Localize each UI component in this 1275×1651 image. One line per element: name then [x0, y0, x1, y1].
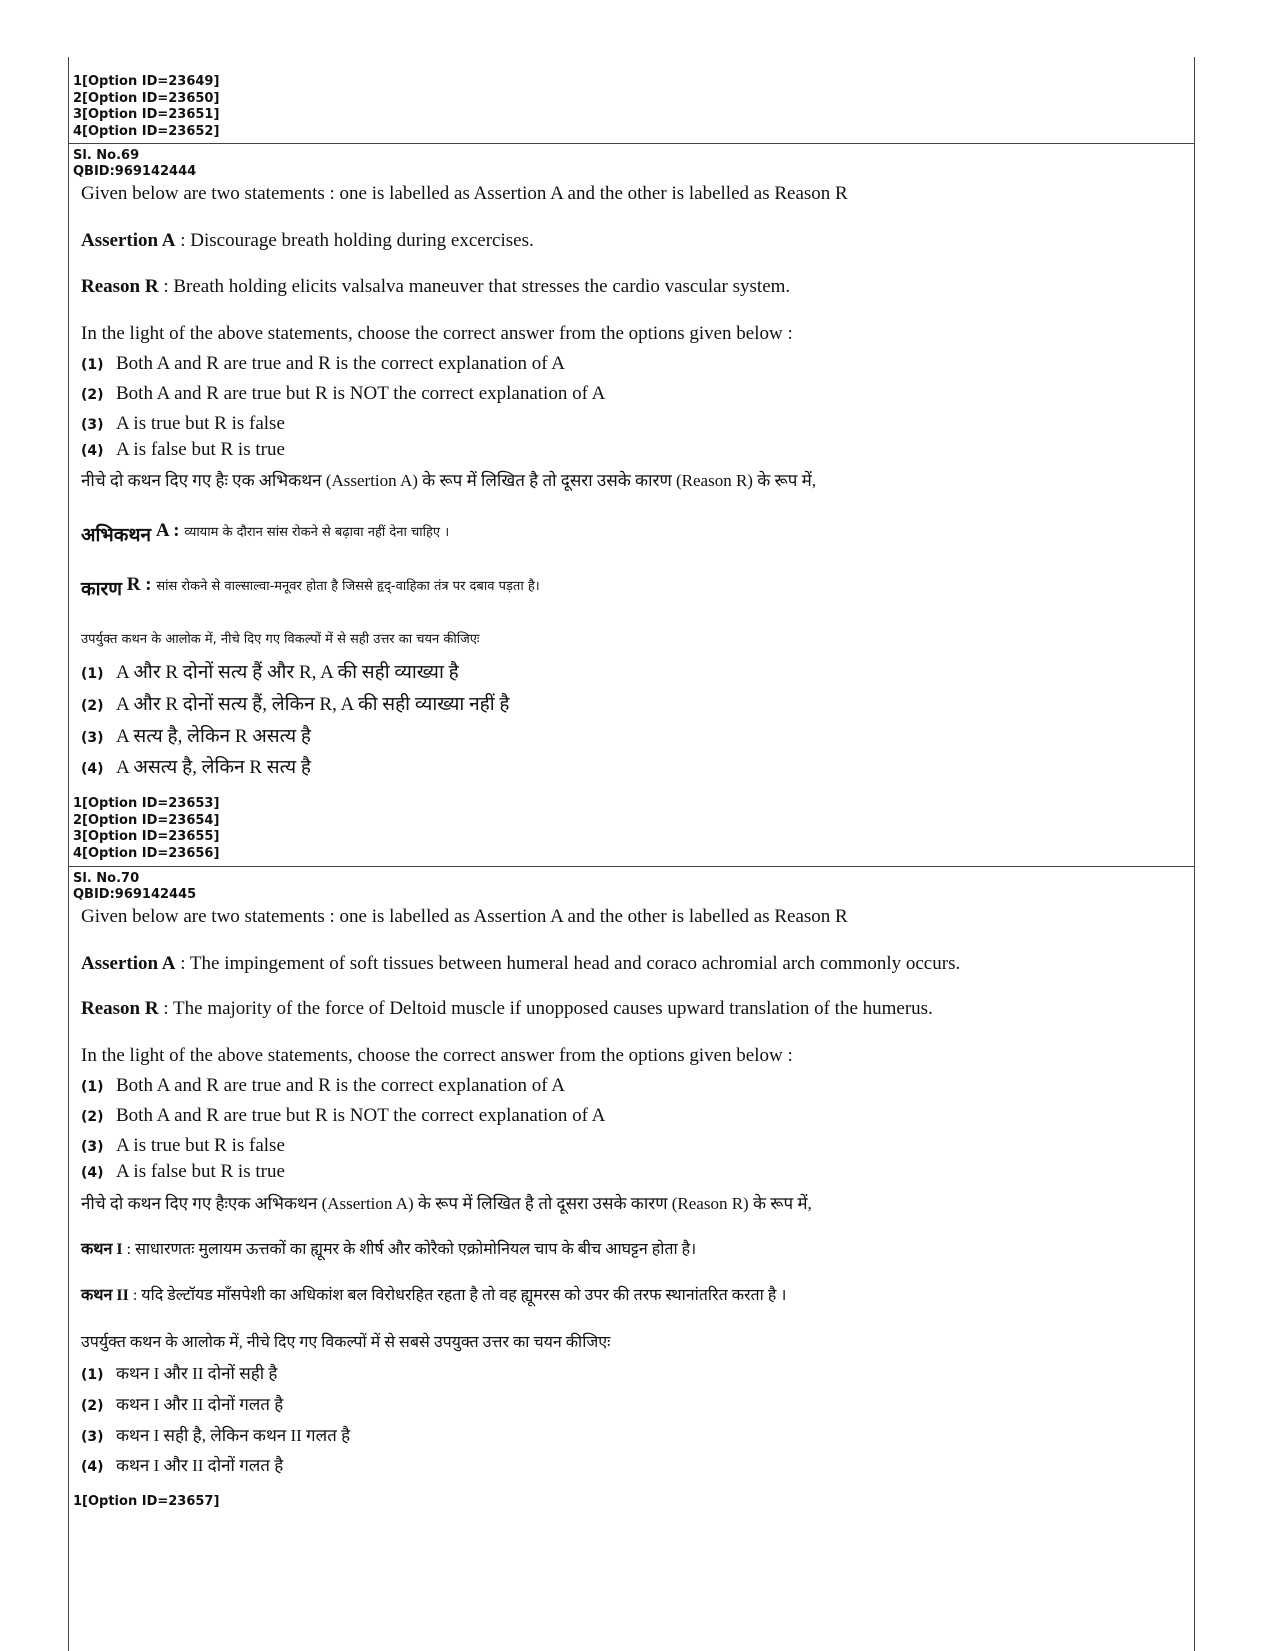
hindi-reason-statement [81, 570, 540, 600]
option-1 [81, 353, 565, 375]
question-intro: Given below are two statements : one is labelled as Assertion A and the other is labelled as Reason R [81, 183, 848, 204]
option-text: A सत्य है, लेकिन R असत्य है [116, 726, 311, 747]
option-id: 4[Option ID=23656] [73, 845, 220, 861]
hindi-assertion-mark: A : [151, 520, 185, 541]
question-intro: Given below are two statements : one is labelled as Assertion A and the other is labelled as Reason R [81, 906, 848, 927]
hindi-option-3 [81, 722, 311, 748]
hindi-assertion-statement [81, 516, 450, 546]
hindi-reason-mark: R : [122, 574, 157, 595]
option-number: (1) [81, 357, 104, 373]
option-number: (1) [81, 1367, 104, 1383]
hindi-option-3 [81, 1423, 350, 1446]
question-divider [69, 143, 1194, 144]
hindi-option-4 [81, 1453, 283, 1476]
assertion-text: : The impingement of soft tissues between humeral head and coraco achromial arch commonly occurs. [175, 953, 961, 974]
option-2 [81, 1105, 605, 1127]
option-number: (3) [81, 1429, 104, 1445]
hindi-statement-2 [81, 1283, 786, 1305]
hindi-question-prompt: उपर्युक्त कथन के आलोक में, नीचे दिए गए विकल्पों में से सही उत्तर का चयन कीजिएः [81, 632, 480, 647]
hindi-question-intro: नीचे दो कथन दिए गए हैः एक अभिकथन (Assertion A) के रूप में लिखित है तो दूसरा उसके कारण (Reason R) के रूप में, [81, 471, 817, 490]
option-id: 3[Option ID=23651] [73, 107, 220, 122]
option-number: (2) [81, 1109, 104, 1125]
question-prompt: In the light of the above statements, choose the correct answer from the options given below : [81, 323, 793, 344]
option-text: A और R दोनों सत्य हैं और R, A की सही व्याख्या है [116, 662, 459, 683]
hindi-statement-1-label: कथन I [81, 1241, 123, 1258]
option-text: कथन I और II दोनों गलत है [116, 1456, 284, 1475]
option-text: Both A and R are true and R is the correct explanation of A [116, 1075, 566, 1096]
serial-number: Sl. No.69 [73, 148, 140, 163]
option-text: A और R दोनों सत्य हैं, लेकिन R, A की सही व्याख्या नहीं है [116, 694, 510, 715]
option-text: A is false but R is true [116, 1161, 285, 1182]
question-header [69, 148, 196, 179]
option-text: Both A and R are true and R is the correct explanation of A [116, 353, 566, 374]
option-number: (1) [81, 666, 104, 682]
option-text: Both A and R are true but R is NOT the correct explanation of A [116, 1105, 606, 1126]
reason-text: : The majority of the force of Deltoid muscle if unopposed causes upward translation of the humerus. [158, 998, 933, 1019]
assertion-statement [81, 953, 960, 975]
option-number: (4) [81, 443, 104, 459]
option-text: कथन I सही है, लेकिन कथन II गलत है [116, 1426, 351, 1445]
option-id: 3[Option ID=23655] [73, 829, 220, 844]
hindi-option-4 [81, 753, 311, 779]
option-number: (3) [81, 417, 104, 433]
serial-number: Sl. No.70 [73, 871, 140, 886]
option-text: A असत्य है, लेकिन R सत्य है [116, 757, 311, 778]
assertion-statement [81, 230, 534, 252]
option-4 [81, 1161, 285, 1183]
hindi-question-intro: नीचे दो कथन दिए गए हैःएक अभिकथन (Assertion A) के रूप में लिखित है तो दूसरा उसके कारण (Reason R) के रूप में, [81, 1194, 812, 1213]
option-number: (1) [81, 1079, 104, 1095]
question-prompt: In the light of the above statements, choose the correct answer from the options given below : [81, 1045, 793, 1066]
option-number: (2) [81, 698, 104, 714]
option-number: (3) [81, 730, 104, 746]
option-3 [81, 413, 285, 435]
option-id-list-q69 [69, 796, 219, 862]
reason-statement [81, 998, 933, 1020]
hindi-option-2 [81, 690, 510, 716]
option-2 [81, 383, 605, 405]
hindi-statement-1 [81, 1237, 696, 1259]
option-text: कथन I और II दोनों सही है [116, 1364, 278, 1383]
option-1 [81, 1075, 565, 1097]
option-text: कथन I और II दोनों गलत है [116, 1395, 284, 1414]
hindi-option-2 [81, 1392, 283, 1415]
assertion-label: Assertion A [81, 230, 176, 251]
hindi-statement-2-label: कथन II [81, 1287, 129, 1304]
qbid: QBID:969142444 [73, 163, 197, 179]
option-id: 1[Option ID=23657] [73, 1494, 220, 1509]
option-id: 1[Option ID=23653] [73, 796, 220, 811]
hindi-option-1 [81, 1361, 277, 1384]
option-text: A is true but R is false [116, 1135, 285, 1156]
option-id-list-q68 [69, 74, 1198, 140]
option-text: A is true but R is false [116, 413, 285, 434]
option-number: (4) [81, 761, 104, 777]
option-id: 2[Option ID=23650] [73, 90, 220, 106]
reason-label: Reason R [81, 276, 159, 297]
option-4 [81, 439, 285, 461]
option-id: 1[Option ID=23649] [73, 74, 220, 89]
qbid: QBID:969142445 [73, 886, 197, 902]
option-id: 4[Option ID=23652] [73, 123, 220, 139]
question-header [69, 871, 196, 902]
option-text: Both A and R are true but R is NOT the correct explanation of A [116, 383, 606, 404]
reason-label: Reason R [81, 998, 159, 1019]
question-paper-page [68, 57, 1195, 1651]
option-text: A is false but R is true [116, 439, 285, 460]
assertion-text: : Discourage breath holding during excercises. [175, 230, 534, 251]
reason-statement [81, 276, 790, 298]
option-number: (3) [81, 1139, 104, 1155]
option-3 [81, 1135, 285, 1157]
hindi-reason-text: सांस रोकने से वाल्साल्वा-मनूवर होता है जिससे हृद्-वाहिका तंत्र पर दबाव पड़ता है। [156, 579, 540, 594]
option-number: (4) [81, 1165, 104, 1181]
hindi-statement-2-text: : यदि डेल्टॉयड मॉंसपेशी का अधिकांश बल विरोधरहित रहता है तो वह ह्यूमरस को उपर की तरफ स्थानांतरित करता है । [128, 1287, 787, 1304]
hindi-assertion-text: व्यायाम के दौरान सांस रोकने से बढ़ावा नहीं देना चाहिए । [184, 525, 450, 540]
option-id-list-q70 [69, 1494, 219, 1511]
option-number: (2) [81, 387, 104, 403]
option-id: 2[Option ID=23654] [73, 812, 220, 828]
option-number: (4) [81, 1459, 104, 1475]
hindi-option-1 [81, 658, 459, 684]
reason-text: : Breath holding elicits valsalva maneuver that stresses the cardio vascular system. [158, 276, 791, 297]
hindi-question-prompt: उपर्युक्त कथन के आलोक में, नीचे दिए गए विकल्पों में से सबसे उपयुक्त उत्तर का चयन कीजिएः [81, 1334, 611, 1351]
assertion-label: Assertion A [81, 953, 176, 974]
option-number: (2) [81, 1398, 104, 1414]
hindi-assertion-label: अभिकथन [81, 525, 152, 546]
question-divider [69, 866, 1194, 867]
hindi-statement-1-text: : साधारणतः मुलायम ऊत्तकों का ह्यूमर के शीर्ष और कोरैको एक्रोमोनियल चाप के बीच आघट्टन होता है। [122, 1241, 697, 1258]
hindi-reason-label: कारण [81, 579, 123, 600]
